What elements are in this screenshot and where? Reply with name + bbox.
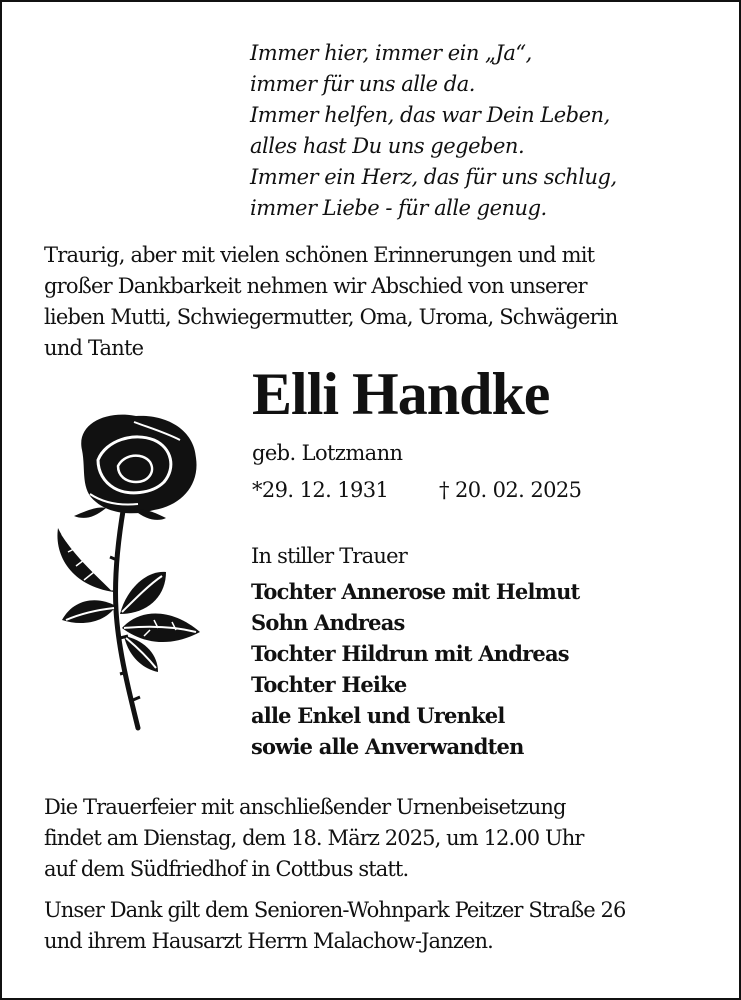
mourner-name: Tochter Heike xyxy=(251,672,407,697)
poem-line: alles hast Du uns gegeben. xyxy=(250,134,525,158)
mourner-name: alle Enkel und Urenkel xyxy=(251,703,505,728)
poem-line: Immer hier, immer ein „Ja“, xyxy=(250,41,532,65)
poem-line: Immer ein Herz, das für uns schlug, xyxy=(250,165,617,189)
mourner-name: Tochter Hildrun mit Andreas xyxy=(251,641,569,666)
intro-line: großer Dankbarkeit nehmen wir Abschied von unserer xyxy=(44,274,587,298)
death-date: † 20. 02. 2025 xyxy=(439,478,582,502)
poem-line: immer für uns alle da. xyxy=(250,72,475,96)
birth-date: *29. 12. 1931 xyxy=(252,478,389,502)
service-line: Die Trauerfeier mit anschließender Urnenbeisetzung xyxy=(44,795,566,819)
thanks-line: und ihrem Hausarzt Herrn Malachow-Janzen. xyxy=(44,929,493,953)
rose-icon xyxy=(54,410,204,735)
mourners-heading: In stiller Trauer xyxy=(251,544,407,568)
intro-line: Traurig, aber mit vielen schönen Erinnerungen und mit xyxy=(44,243,595,267)
service-line: findet am Dienstag, dem 18. März 2025, um 12.00 Uhr xyxy=(44,826,584,850)
mourner-name: Sohn Andreas xyxy=(251,610,405,635)
deceased-name: Elli Handke xyxy=(252,361,550,427)
intro-line: und Tante xyxy=(44,336,144,360)
poem-line: immer Liebe - für alle genug. xyxy=(250,196,547,220)
mourner-name: sowie alle Anverwandten xyxy=(251,734,524,759)
poem-line: Immer helfen, das war Dein Leben, xyxy=(250,103,610,127)
intro-line: lieben Mutti, Schwiegermutter, Oma, Uroma, Schwägerin xyxy=(44,305,618,329)
maiden-name: geb. Lotzmann xyxy=(252,441,403,465)
thanks-line: Unser Dank gilt dem Senioren-Wohnpark Peitzer Straße 26 xyxy=(44,898,626,922)
service-line: auf dem Südfriedhof in Cottbus statt. xyxy=(44,857,409,881)
mourner-name: Tochter Annerose mit Helmut xyxy=(251,579,580,604)
